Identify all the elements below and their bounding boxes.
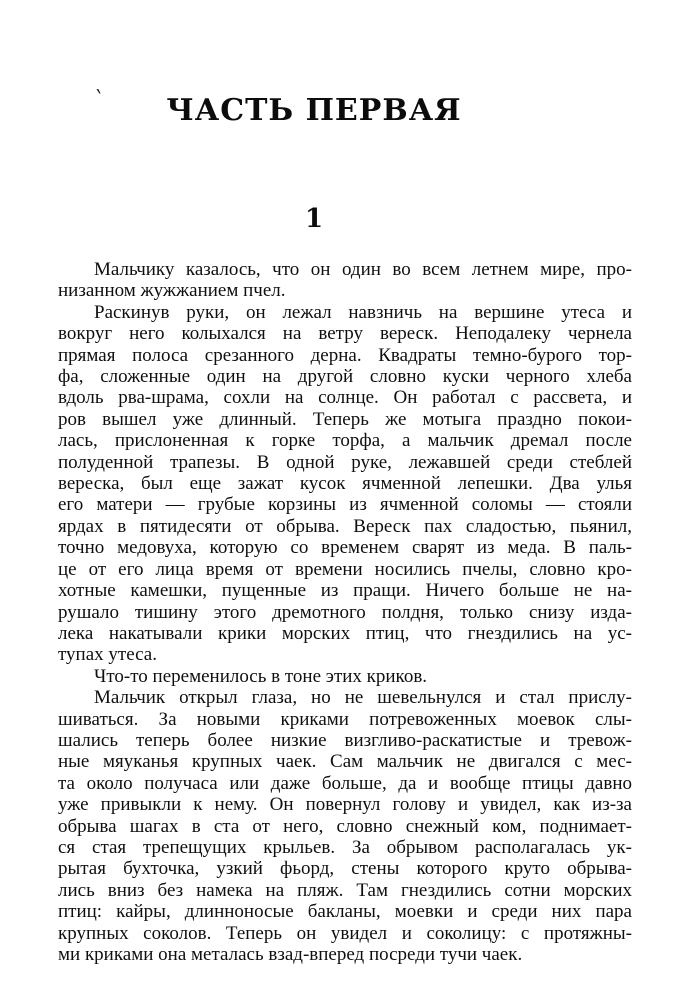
text-line: вдоль рва-шрама, сохли на солнце. Он работал с рассвета, и: [58, 387, 632, 409]
text-line: низанном жужжанием пчел.: [58, 280, 286, 302]
text-line: рушало тишину этого дремотного полдня, только снизу изда-: [58, 601, 632, 623]
text-line: полуденной трапезы. В одной руке, лежавшей среди стеблей: [58, 451, 632, 473]
text-line: лась, прислоненная к горке торфа, а мальчик дремал после: [58, 430, 632, 452]
paragraph: [58, 302, 632, 666]
text-line: прямая полоса срезанного дерна. Квадраты темно-бурого тор-: [58, 344, 632, 366]
text-line: ров вышел уже длинный. Теперь же мотыга праздно покои-: [58, 408, 632, 430]
text-line: ные мяуканья крупных чаек. Сам мальчик не двигался с мес-: [58, 751, 632, 773]
chapter-number: 1: [304, 204, 324, 234]
text-line: фа, сложенные один на другой словно куски черного хлеба: [58, 366, 632, 388]
text-line: хотные камешки, пущенные из пращи. Ничего больше не на-: [58, 580, 632, 602]
text-line: вереска, был еще зажат кусок ячменной лепешки. Два улья: [58, 473, 632, 495]
text-line: вокруг него колыхался на ветру вереск. Неподалеку чернела: [58, 323, 632, 345]
text-line: це от его лица время от времени носились пчелы, словно кро-: [58, 558, 632, 580]
text-line: рытая бухточка, узкий фьорд, стены которого круто обрыва-: [58, 858, 632, 880]
text-line: шиваться. За новыми криками потревоженных моевок слы-: [58, 708, 632, 730]
stray-mark: ˋ: [91, 87, 106, 114]
text-line: птиц: кайры, длинноносые бакланы, моевки и среди них пара: [58, 901, 632, 923]
text-line: уже привыкли к нему. Он повернул голову и увидел, как из-за: [58, 794, 632, 816]
paragraph: [58, 666, 632, 687]
paragraph: [58, 687, 632, 965]
text-line: лись вниз без намека на пляж. Там гнездились сотни морских: [58, 879, 632, 901]
text-line: Раскинув руки, он лежал навзничь на вершине утеса и: [94, 301, 632, 323]
text-line: Что-то переменилось в тоне этих криков.: [94, 665, 428, 687]
text-line: его матери — грубые корзины из ячменной соломы — стояли: [58, 494, 632, 516]
text-line: крупных соколов. Теперь он увидел и соколицу: с протяжны-: [58, 922, 632, 944]
text-line: та около получаса или даже больше, да и вообще птицы давно: [58, 772, 632, 794]
text-line: обрыва шагах в ста от него, словно снежный ком, поднимает-: [58, 815, 632, 837]
text-line: Мальчику казалось, что он один во всем летнем мире, про-: [94, 259, 632, 280]
paragraph: [58, 259, 632, 302]
text-line: ся стая трепещущих крыльев. За обрывом располагалась ук-: [58, 836, 632, 858]
text-line: шались теперь более низкие визгливо-раскатистые и тревож-: [58, 729, 632, 751]
body-text: [58, 259, 632, 965]
text-line: тупах утеса.: [58, 644, 157, 666]
part-heading: ЧАСТЬ ПЕРВАЯ: [166, 93, 462, 128]
text-line: ярдах в пятидесяти от обрыва. Вереск пах сладостью, пьянил,: [58, 515, 632, 537]
text-line: Мальчик открыл глаза, но не шевельнулся и стал прислу-: [94, 687, 632, 709]
text-line: лека накатывали крики морских птиц, что гнездились на ус-: [58, 622, 632, 644]
text-line: точно медовуха, которую со временем сварят из меда. В паль-: [58, 537, 632, 559]
text-line: ми криками она металась взад-вперед посреди тучи чаек.: [58, 944, 523, 965]
